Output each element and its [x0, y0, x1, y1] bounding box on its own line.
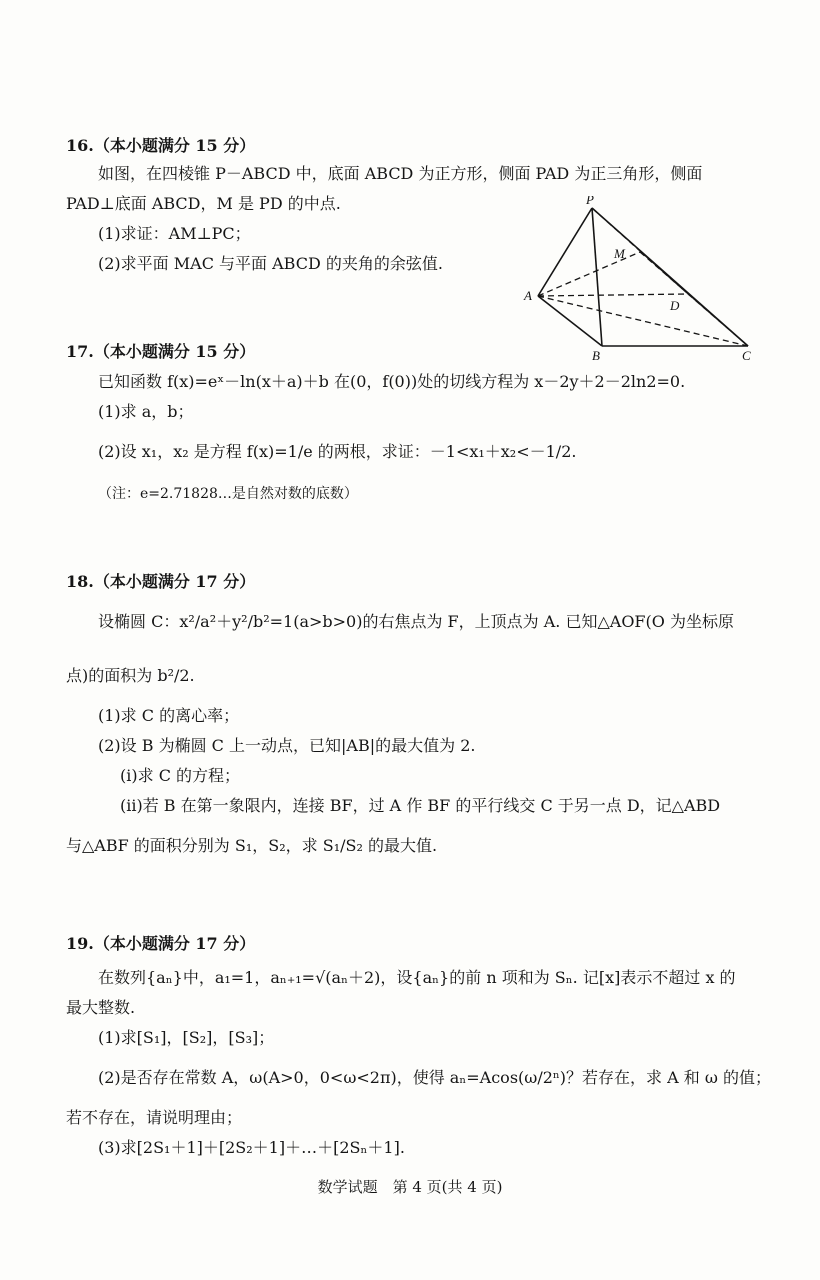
- q18-sub1: (i)求 C 的方程；: [120, 766, 241, 785]
- segment-mc: [640, 252, 748, 346]
- pyramid-figure: [522, 196, 762, 362]
- label-m: M: [614, 246, 625, 261]
- q18-stem-line2: 点)的面积为 b²/2.: [66, 666, 195, 685]
- page-footer: 数学试题 第 4 页(共 4 页): [317, 1178, 503, 1196]
- label-p: P: [586, 196, 594, 207]
- q19-stem-line1: 在数列{aₙ}中，a₁=1，aₙ₊₁=√(aₙ＋2)，设{aₙ}的前 n 项和为 Sₙ. 记[x]表示不超过 x 的: [98, 968, 736, 987]
- q17-header: 17.（本小题满分 15 分）: [66, 342, 256, 361]
- edge-ad: [538, 294, 688, 296]
- q19-part3: (3)求[2S₁＋1]＋[2S₂＋1]＋…＋[2Sₙ＋1].: [98, 1138, 405, 1157]
- q18-stem-line1: 设椭圆 C：x²/a²＋y²/b²=1(a>b>0)的右焦点为 F，上顶点为 A. 已知△AOF(O 为坐标原: [98, 612, 734, 631]
- q18-line3: 与△ABF 的面积分别为 S₁，S₂，求 S₁/S₂ 的最大值.: [66, 836, 438, 855]
- q19-line3: 若不存在，请说明理由；: [66, 1108, 243, 1127]
- label-a: A: [524, 288, 532, 303]
- q16-stem-line2: PAD⊥底面 ABCD，M 是 PD 的中点.: [66, 194, 341, 213]
- q17-stem-line1: 已知函数 f(x)=eˣ－ln(x＋a)＋b 在(0，f(0))处的切线方程为 x－2y＋2－2ln2=0.: [98, 372, 686, 391]
- label-d: D: [670, 298, 680, 313]
- q16-part1: (1)求证：AM⊥PC；: [98, 224, 251, 243]
- q19-stem-line2: 最大整数.: [66, 998, 136, 1017]
- q17-part1: (1)求 a，b；: [98, 402, 194, 421]
- q19-part1: (1)求[S₁]，[S₂]，[S₃]；: [98, 1028, 275, 1047]
- edge-pb: [592, 208, 602, 346]
- q19-part2: (2)是否存在常数 A，ω(A>0，0<ω<2π)，使得 aₙ=Acos(ω/2ⁿ)？若存在，求 A 和 ω 的值；: [98, 1068, 771, 1087]
- label-c: C: [742, 348, 751, 362]
- q17-part2: (2)设 x₁，x₂ 是方程 f(x)=1/e 的两根，求证：－1<x₁＋x₂<－1/2.: [98, 442, 577, 461]
- q19-header: 19.（本小题满分 17 分）: [66, 934, 256, 953]
- label-b: B: [592, 348, 600, 362]
- edge-pa: [538, 208, 592, 296]
- q17-note: （注：e=2.71828…是自然对数的底数）: [98, 486, 358, 502]
- q18-header: 18.（本小题满分 17 分）: [66, 572, 256, 591]
- q16-header: 16.（本小题满分 15 分）: [66, 136, 256, 155]
- q18-part1: (1)求 C 的离心率；: [98, 706, 240, 725]
- q18-sub2: (ii)若 B 在第一象限内，连接 BF，过 A 作 BF 的平行线交 C 于另一点 D，记△ABD: [120, 796, 721, 815]
- q16-stem-line1: 如图，在四棱锥 P－ABCD 中，底面 ABCD 为正方形，侧面 PAD 为正三角形，侧面: [98, 164, 703, 183]
- q16-part2: (2)求平面 MAC 与平面 ABCD 的夹角的余弦值.: [98, 254, 443, 273]
- q18-part2: (2)设 B 为椭圆 C 上一动点，已知|AB|的最大值为 2.: [98, 736, 476, 755]
